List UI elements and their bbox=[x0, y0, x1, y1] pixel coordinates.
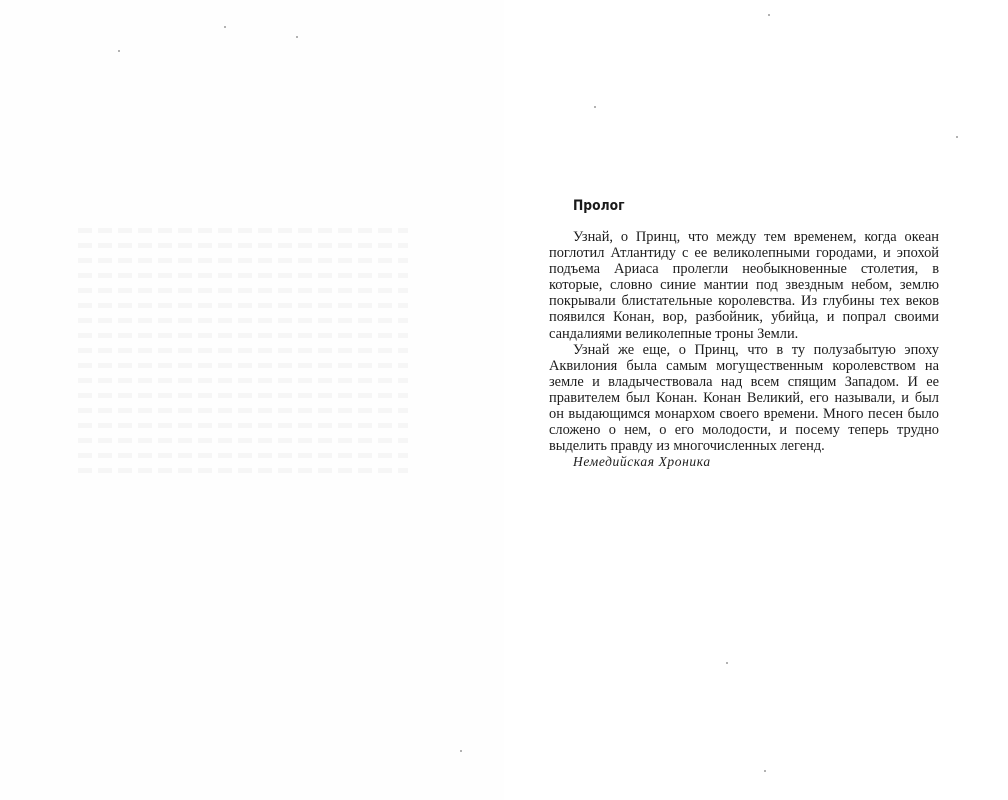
attribution: Немедийская Хроника bbox=[573, 454, 711, 470]
paper-speck bbox=[956, 136, 958, 138]
paper-speck bbox=[118, 50, 120, 52]
paper-speck bbox=[594, 106, 596, 108]
paper-speck bbox=[224, 26, 226, 28]
paper-speck bbox=[764, 770, 766, 772]
paper-speck bbox=[726, 662, 728, 664]
paragraph: Узнай, о Принц, что между тем временем, когда океан поглотил Атлантиду с ее великолепными городами, и эпохой подъема Ариаса пролегли необыкновенные столетия, в которые, словно синие мантии под звездным небом, землю покрывали блистательные королевства. Из глубины тех веков появился Конан, вор, разбойник, убийца, и попрал своими сандалиями великолепные троны Земли. bbox=[549, 229, 939, 342]
chapter-body bbox=[549, 229, 939, 470]
chapter-title: Пролог bbox=[573, 198, 625, 214]
paragraph: Узнай же еще, о Принц, что в ту полузабытую эпоху Аквилония была самым могущественным королевством на земле и владычествовала над всем спящим Западом. И ее правителем был Конан. Конан Великий, его называли, и был он выдающимся монархом своего времени. Много песен было сложено о нем, о его молодости, и посему теперь трудно выделить правду из многочисленных легенд. bbox=[549, 341, 939, 455]
paper-speck bbox=[296, 36, 298, 38]
bleed-through-text bbox=[78, 228, 408, 498]
paper-speck bbox=[460, 750, 462, 752]
paper-speck bbox=[768, 14, 770, 16]
